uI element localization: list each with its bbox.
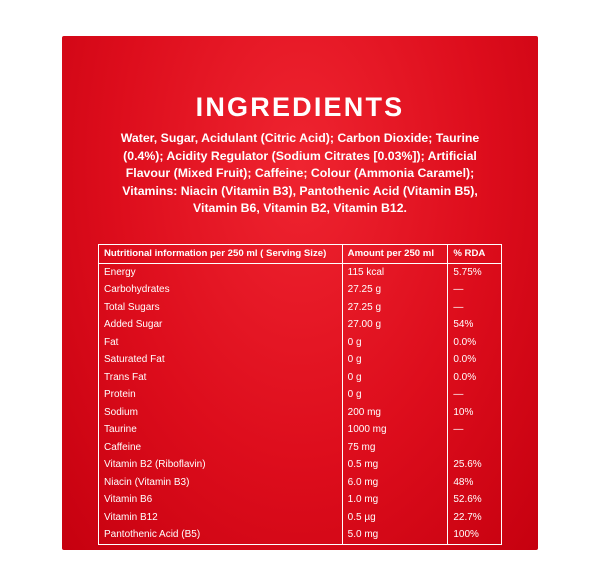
cell-amount: 5.0 mg bbox=[342, 526, 448, 544]
cell-amount: 115 kcal bbox=[342, 263, 448, 281]
cell-rda: — bbox=[448, 421, 502, 439]
column-header-nutrient: Nutritional information per 250 ml ( Serving Size) bbox=[99, 245, 343, 264]
table-row bbox=[99, 316, 502, 334]
table-row bbox=[99, 509, 502, 527]
cell-nutrient: Added Sugar bbox=[99, 316, 343, 334]
table-row bbox=[99, 474, 502, 492]
cell-rda: — bbox=[448, 299, 502, 317]
cell-amount: 0 g bbox=[342, 386, 448, 404]
table-row bbox=[99, 456, 502, 474]
cell-nutrient: Vitamin B12 bbox=[99, 509, 343, 527]
table-row bbox=[99, 351, 502, 369]
cell-rda bbox=[448, 439, 502, 457]
table-row bbox=[99, 439, 502, 457]
cell-amount: 6.0 mg bbox=[342, 474, 448, 492]
nutrition-table bbox=[98, 244, 502, 545]
table-row bbox=[99, 491, 502, 509]
cell-nutrient: Pantothenic Acid (B5) bbox=[99, 526, 343, 544]
column-header-rda: % RDA bbox=[448, 245, 502, 264]
column-header-amount: Amount per 250 ml bbox=[342, 245, 448, 264]
cell-rda: 0.0% bbox=[448, 334, 502, 352]
cell-rda: — bbox=[448, 281, 502, 299]
table-row bbox=[99, 386, 502, 404]
cell-rda: 52.6% bbox=[448, 491, 502, 509]
cell-rda: 22.7% bbox=[448, 509, 502, 527]
table-row bbox=[99, 369, 502, 387]
ingredients-paragraph: Water, Sugar, Acidulant (Citric Acid); Carbon Dioxide; Taurine (0.4%); Acidity Regulator (Sodium Citrates [0.03%]); Artificial Flavour (Mixed Fruit); Caffeine; Colour (Ammonia Caramel); Vitamins: Niacin (Vitamin B3), Pantothenic Acid (Vitamin B5), Vitamin B6, Vitamin B2, Vitamin B12. bbox=[120, 131, 480, 216]
cell-nutrient: Vitamin B6 bbox=[99, 491, 343, 509]
cell-nutrient: Trans Fat bbox=[99, 369, 343, 387]
cell-amount: 27.25 g bbox=[342, 299, 448, 317]
cell-nutrient: Sodium bbox=[99, 404, 343, 422]
cell-rda: 10% bbox=[448, 404, 502, 422]
table-row bbox=[99, 404, 502, 422]
table-row bbox=[99, 263, 502, 281]
table-row bbox=[99, 299, 502, 317]
page-title: INGREDIENTS bbox=[195, 92, 405, 122]
cell-rda: 25.6% bbox=[448, 456, 502, 474]
table-header-row bbox=[99, 245, 502, 264]
table-row bbox=[99, 281, 502, 299]
cell-nutrient: Carbohydrates bbox=[99, 281, 343, 299]
cell-nutrient: Fat bbox=[99, 334, 343, 352]
cell-amount: 0 g bbox=[342, 351, 448, 369]
table-row bbox=[99, 421, 502, 439]
cell-amount: 0 g bbox=[342, 369, 448, 387]
cell-nutrient: Taurine bbox=[99, 421, 343, 439]
cell-amount: 1000 mg bbox=[342, 421, 448, 439]
table-row bbox=[99, 334, 502, 352]
cell-rda: 54% bbox=[448, 316, 502, 334]
cell-nutrient: Niacin (Vitamin B3) bbox=[99, 474, 343, 492]
product-label-panel bbox=[62, 36, 538, 550]
cell-amount: 1.0 mg bbox=[342, 491, 448, 509]
cell-nutrient: Total Sugars bbox=[99, 299, 343, 317]
cell-amount: 0.5 µg bbox=[342, 509, 448, 527]
cell-rda: 100% bbox=[448, 526, 502, 544]
cell-nutrient: Caffeine bbox=[99, 439, 343, 457]
cell-amount: 27.00 g bbox=[342, 316, 448, 334]
cell-rda: 0.0% bbox=[448, 351, 502, 369]
cell-rda: 0.0% bbox=[448, 369, 502, 387]
cell-rda: 48% bbox=[448, 474, 502, 492]
cell-nutrient: Saturated Fat bbox=[99, 351, 343, 369]
cell-nutrient: Vitamin B2 (Riboflavin) bbox=[99, 456, 343, 474]
nutrition-table-body bbox=[99, 263, 502, 544]
cell-rda: 5.75% bbox=[448, 263, 502, 281]
cell-amount: 75 mg bbox=[342, 439, 448, 457]
cell-rda: — bbox=[448, 386, 502, 404]
nutrition-table-wrapper bbox=[98, 244, 502, 545]
cell-nutrient: Energy bbox=[99, 263, 343, 281]
cell-amount: 200 mg bbox=[342, 404, 448, 422]
cell-amount: 0.5 mg bbox=[342, 456, 448, 474]
cell-nutrient: Protein bbox=[99, 386, 343, 404]
table-row bbox=[99, 526, 502, 544]
cell-amount: 0 g bbox=[342, 334, 448, 352]
nutrition-table-head bbox=[99, 245, 502, 264]
cell-amount: 27.25 g bbox=[342, 281, 448, 299]
